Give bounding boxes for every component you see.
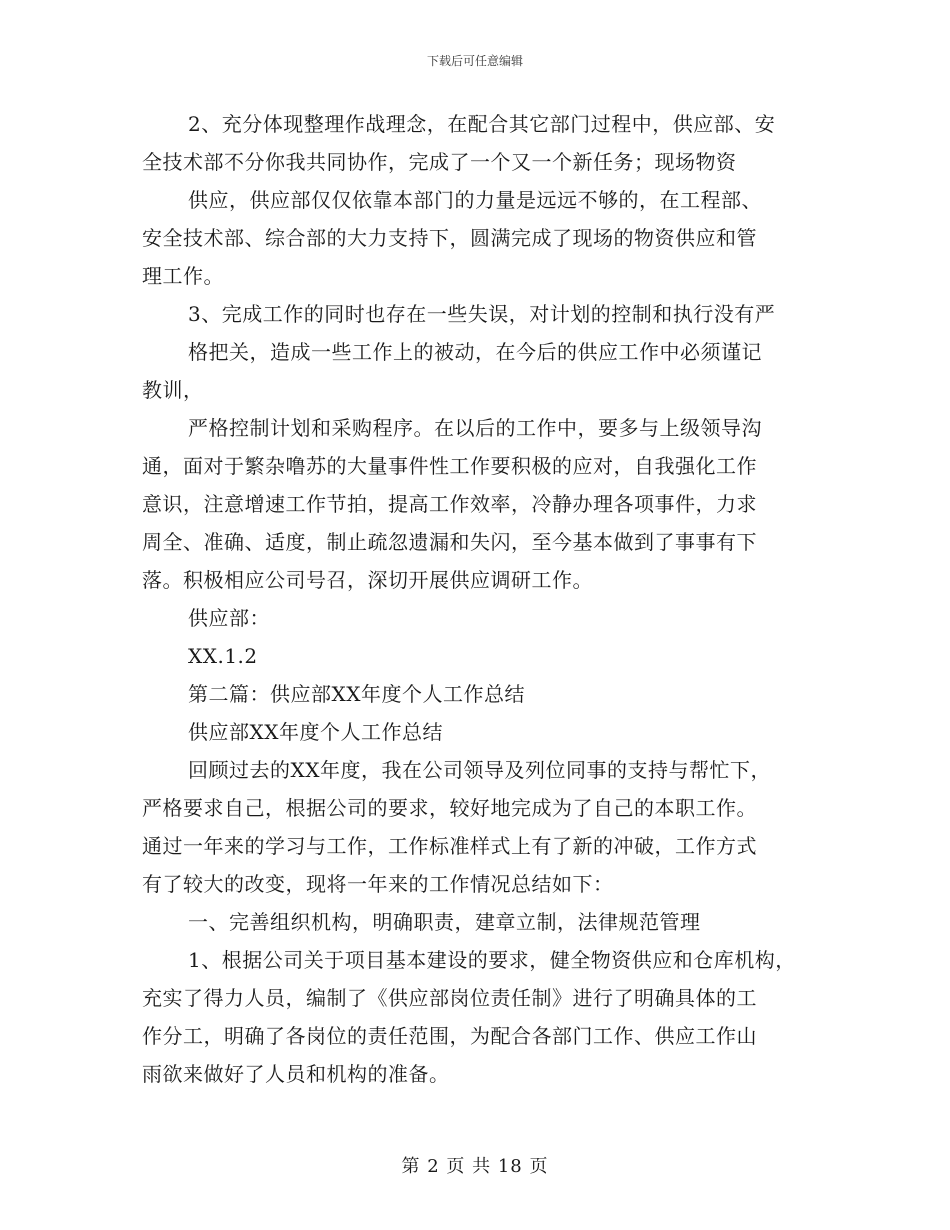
text-line: 严格控制计划和采购程序。在以后的工作中，要多与上级领导沟 — [188, 416, 762, 440]
text-line: 格把关，造成一些工作上的被动，在今后的供应工作中必须谨记 — [188, 340, 762, 364]
text-line: 意识，注意增速工作节拍，提高工作效率，冷静办理各项事件，力求 — [142, 492, 757, 516]
page-header: 下载后可任意编辑 — [426, 54, 523, 68]
text-line: XX.1.2 — [188, 644, 258, 668]
text-line: 全技术部不分你我共同协作，完成了一个又一个新任务；现场物资 — [142, 150, 737, 174]
text-line: 供应部XX年度个人工作总结 — [188, 720, 443, 744]
text-line: 雨欲来做好了人员和机构的准备。 — [142, 1062, 450, 1086]
text-line: 通过一年来的学习与工作，工作标准样式上有了新的冲破，工作方式 — [142, 834, 757, 858]
text-line: 1、根据公司关于项目基本建设的要求，健全物资供应和仓库机构， — [188, 948, 796, 972]
text-line: 2、充分体现整理作战理念，在配合其它部门过程中，供应部、安 — [188, 112, 776, 136]
text-line: 供应，供应部仅仅依靠本部门的力量是远远不够的，在工程部、 — [188, 188, 762, 212]
text-line: 周全、准确、适度，制止疏忽遗漏和失闪，至今基本做到了事事有下 — [142, 530, 757, 554]
page-footer: 第 2 页 共 18 页 — [401, 1156, 549, 1177]
text-line: 教训， — [142, 378, 204, 402]
text-line: 第二篇：供应部XX年度个人工作总结 — [188, 682, 525, 706]
text-line: 有了较大的改变，现将一年来的工作情况总结如下： — [142, 872, 614, 896]
text-line: 3、完成工作的同时也存在一些失误，对计划的控制和执行没有严 — [188, 302, 776, 326]
text-line: 回顾过去的XX年度，我在公司领导及列位同事的支持与帮忙下， — [188, 758, 771, 782]
text-line: 严格要求自己，根据公司的要求，较好地完成为了自己的本职工作。 — [142, 796, 757, 820]
text-line: 理工作。 — [142, 264, 224, 288]
section-heading: 一、完善组织机构，明确职责，建章立制，法律规范管理 — [188, 910, 701, 934]
text-line: 落。积极相应公司号召，深切开展供应调研工作。 — [142, 568, 593, 592]
text-line: 作分工，明确了各岗位的责任范围，为配合各部门工作、供应工作山 — [142, 1024, 757, 1048]
text-line: 安全技术部、综合部的大力支持下，圆满完成了现场的物资供应和管 — [142, 226, 757, 250]
text-line: 供应部： — [188, 606, 270, 630]
text-line: 充实了得力人员，编制了《供应部岗位责任制》进行了明确具体的工 — [142, 986, 757, 1010]
text-line: 通，面对于繁杂噜苏的大量事件性工作要积极的应对，自我强化工作 — [142, 454, 757, 478]
